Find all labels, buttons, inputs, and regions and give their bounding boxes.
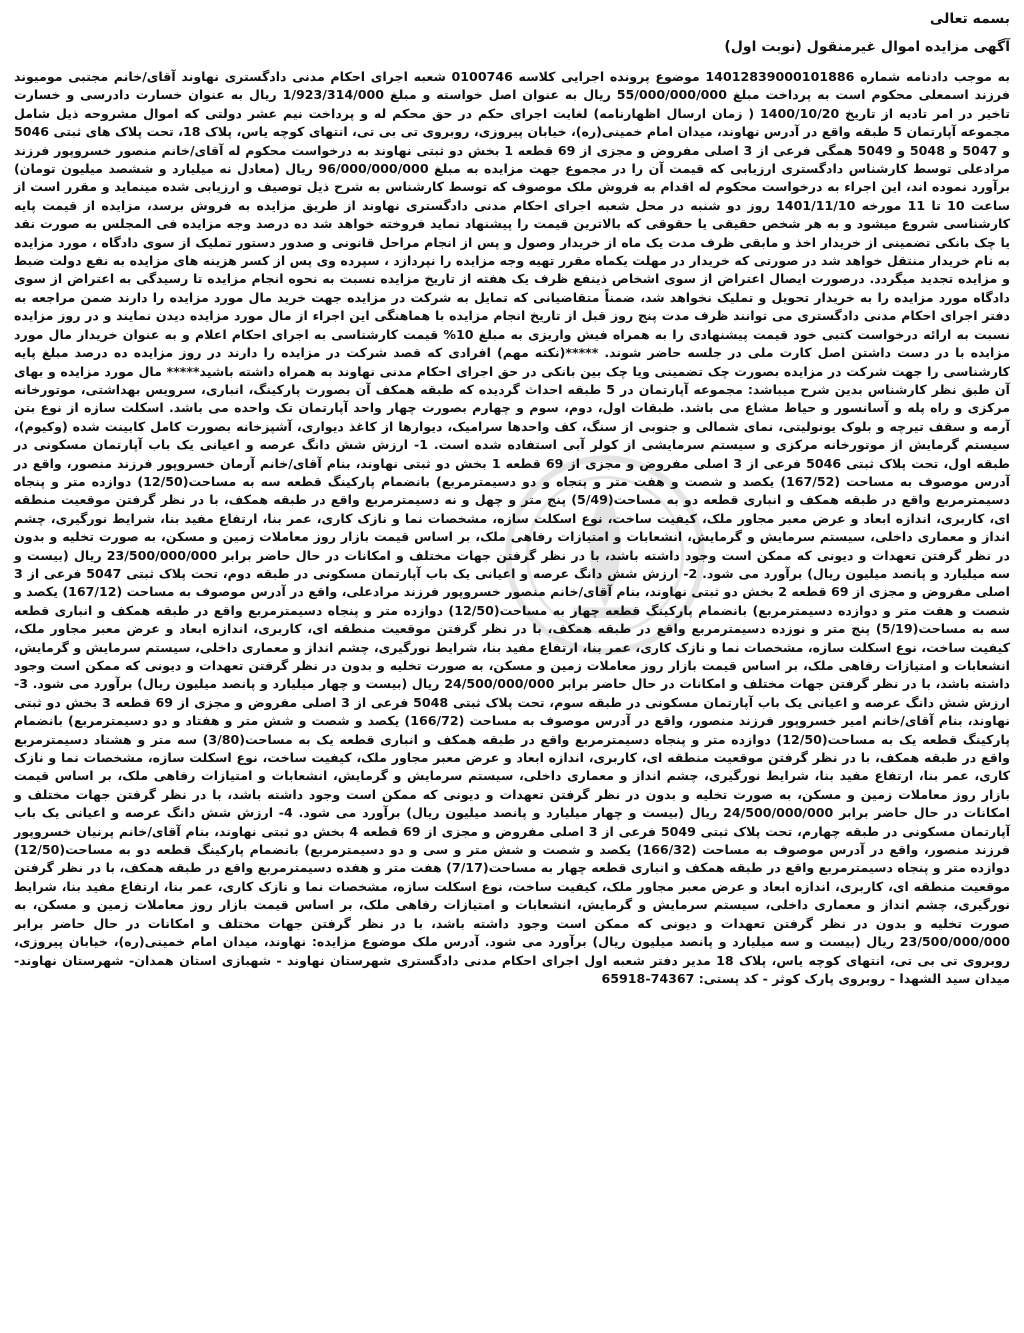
body-intro: به موجب دادنامه شماره 14012839000101886 موضوع پرونده اجرایی کلاسه 0100746 شعبه اجرای احکام مدنی دادگستری نهاوند آقای/خانم مجتبی مومیوند فرزند اسمعلی محکوم است به پرداخت مبلغ 55/000/000/000 ریال به عنوان اصل خواسته و مبلغ 1/923/314/000 ریال به عنوان خسارت دادرسی و خسارت تاخیر در امر تادیه از تاریخ 1400/10/20 ( زمان ارسال اظهارنامه) لغایت اجرای حکم در حق محکم له و پرداخت نیم عشر دولتی که اموال مشروحه ذیل شامل مجموعه آپارتمان 5 طبقه واقع در آدرس نهاوند، میدان امام خمینی(ره)، خیابان پیروزی، روبروی تی بی تی، انتهای کوچه یاس، پلاک 18، تحت پلاک های ثبتی 5046 و 5047 و 5048 و 5049 همگی فرعی از 3 اصلی مفروض و مجزی از 69 قطعه 1 بخش دو ثبتی نهاوند به درخواست محکوم له آقای/خانم منصور خسروپور فرزند مرادعلی توسط کارشناس دادگستری ارزیابی که قیمت آن را در	[14, 69, 1010, 177]
body-bold-word: مجموع	[565, 161, 607, 177]
notice-title: آگهی مزایده اموال غیرمنقول (نوبت اول)	[724, 39, 1010, 55]
body-rest: جهت مزایده به مبلغ 96/000/000/000 ریال (معادل نه میلیارد و ششصد میلیون تومان) برآورد نموده اند، این اجراء به درخواست محکوم له اقدام به فروش ملک موصوف که توسط کارشناس به شرح ذیل توصیف و ارزیابی شده مینماید و مقرر است از ساعت 10 تا 11 مورخه 1401/11/10 روز دو شنبه در محل شعبه اجرای احکام مدنی دادگستری نهاوند از طریق مزایده به فروش برسد، مزایده از قیمت پایه کارشناسی شروع میشود و به هر شخص حقیقی یا حقوقی که بالاترین قیمت را پیشنهاد نماید فروخته خواهد شد ده درصد وجه مزایده فی المجلس به صورت نقد یا چک بانکی تضمینی از خریدار اخذ و مابقی ظرف مدت یک ماه از خریدار وصول و پس از انجام مراحل قانونی و صدور دستور تملیک از سوی دادگاه ، مورد مزایده به نام خریدار منتقل خواهد شد در صورتی که خریدار در مهلت یکماه مقرر تهیه وجه مزایده را نپردازد ، سپرده وی پس از کسر هزینه های مزایده به نفع دولت ضبط و مزایده تجدید میگردد. درصورت ایصال اعتراض از سوی اشخاص ذینفع ظرف یک هفته از تاریخ مزایده نسبت به نحوه انجام مزایده تا رسیدگی به اعتراض از سوی دادگاه مورد مزایده را به خریدار تحویل و تملیک نخواهد شد، ضمناً متقاضیانی که تمایل به شرکت در مزایده جهت خرید مال مورد مزایده را دارند ضمن مراجعه به دفتر اجرای احکام مدنی دادگستری می توانند ظرف مدت پنج روز قبل از تاریخ انجام مزایده با هماهنگی این اجراء از مال مورد مزایده دیدن نمایند و در روز مزایده نسبت به ارائه درخواست کتبی خود قیمت پیشنهادی را به همراه فیش واریزی به مبلغ 10% قیمت کارشناسی به اجرای احکام اعلام و به عنوان خریدار مال مورد مزایده با در دست داشتن اصل کارت ملی در جلسه حاضر شوند. *****(نکته مهم) افرادی که قصد شرکت در مزایده را دارند در روز مزایده ده درصد مبلغ پایه کارشناسی را جهت شرکت در مزایده بصورت چک تضمینی ویا چک بین بانکی در حق اجرای احکام مدنی نهاوند به همراه داشته باشید***** مال مورد مزایده و بهای آن طبق نظر کارشناس بدین شرح میباشد: مجموعه آپارتمان در 5 طبقه احداث گردیده که طبقه همکف آن بصورت پارکینگ، انباری، سرویس بهداشتی، موتورخانه مرکزی و راه پله و آسانسور و حیاط مشاع می باشد. طبقات اول، دوم، سوم و چهارم بصورت چهار واحد آپارتمان تک واحده می باشد. اسکلت سازه از نوع بتن آرمه و سقف تیرچه و بلوک یونولیتی، نمای شمالی و جنوبی از سنگ، کف واحدها سرامیک، دیوارها از کاغذ دیواری، آشپزخانه بصورت کامل کابینت شده (وکیوم)، سیستم گرمایش از موتورخانه مرکزی و سیستم سرمایشی از کولر آبی استفاده شده است. 1- ارزش شش دانگ عرصه و اعیانی یک باب آپارتمان مسکونی در طبقه اول، تحت پلاک ثبتی 5046 فرعی از 3 اصلی مفروض و مجزی از 69 قطعه 1 بخش دو ثبتی نهاوند، بنام آقای/خانم آرمان خسروپور فرزند منصور، واقع در آدرس موصوف به مساحت (167/52) یکصد و شصت و هفت متر و پنجاه و دو دسیمترمربع) بانضمام پارکینگ قطعه سه به مساحت(12/50) دوازده متر و پنجاه دسیمترمربع واقع در طبقه همکف و انباری قطعه دو به مساحت(5/49) پنج متر و چهل و نه دسیمترمربع واقع در طبقه همکف، با در نظر گرفتن موقعیت منطقه ای، کاربری، اندازه ابعاد و عرض معبر مجاور ملک، کیفیت ساخت، نوع اسکلت سازه، مشخصات نما و نازک کاری، عمر بنا، ارتفاع مفید بنا، شرایط نورگیری، چشم انداز و معماری داخلی، سیستم سرمایش و گرمایش، انشعابات و امتیازات رفاهی ملک، بر اساس قیمت بازار روز معاملات زمین و مسکن، به صورت تخلیه و بدون در نظر گرفتن تعهدات و دیونی که ممکن است وجود داشته باشد، با در نظر گرفتن جهات مختلف و امکانات در حال حاضر برابر 23/500/000/000 ریال (بیست و سه میلیارد و پانصد میلیون ریال) برآورد می شود. 2- ارزش شش دانگ عرصه و اعیانی یک باب آپارتمان مسکونی در طبقه دوم، تحت پلاک ثبتی 5047 فرعی از 3 اصلی مفروض و مجزی از 69 قطعه 2 بخش دو ثبتی نهاوند، بنام آقای/خانم منصور خسروپور فرزند مرادعلی، واقع در آدرس موصوف به مساحت (167/12) یکصد و شصت و هفت متر و دوازده دسیمترمربع) بانضمام پارکینگ قطعه چهار به مساحت(12/50) دوازده متر و پنجاه دسیمترمربع واقع در طبقه همکف و انباری قطعه سه به مساحت(5/19) پنج متر و نوزده دسیمترمربع واقع در طبقه همکف، با در نظر گرفتن موقعیت منطقه ای، کاربری، اندازه ابعاد و عرض معبر مجاور ملک، کیفیت ساخت، نوع اسکلت سازه، مشخصات نما و نازک کاری، عمر بنا، ارتفاع مفید بنا، شرایط نورگیری، چشم انداز و معماری داخلی، سیستم سرمایش و گرمایش، انشعابات و امتیازات رفاهی ملک، بر اساس قیمت بازار روز معاملات زمین و مسکن، به صورت تخلیه و بدون در نظر گرفتن تعهدات و دیونی که ممکن است وجود داشته باشد، با در نظر گرفتن جهات مختلف و امکانات در حال حاضر برابر 24/500/000/000 ریال (بیست و چهار میلیارد و پانصد میلیون ریال) برآورد می شود. 3- ارزش شش دانگ عرصه و اعیانی یک باب آپارتمان مسکونی در طبقه سوم، تحت پلاک ثبتی 5048 فرعی از 3 اصلی مفروض و مجزی از 69 قطعه 3 بخش دو ثبتی نهاوند، بنام آقای/خانم امیر خسروپور فرزند منصور، واقع در آدرس موصوف به مساحت (166/72) یکصد و شصت و شش متر و هفتاد و دو دسیمترمربع) بانضمام پارکینگ قطعه یک به مساحت(12/50) دوازده متر و پنجاه دسیمترمربع واقع در طبقه همکف و انباری قطعه یک به مساحت(3/80) سه متر و هشتاد دسیمترمربع واقع در طبقه همکف، با در نظر گرفتن موقعیت منطقه ای، کاربری، اندازه ابعاد و عرض معبر مجاور ملک، کیفیت ساخت، نوع اسکلت سازه، مشخصات نما و نازک کاری، عمر بنا، ارتفاع مفید بنا، شرایط نورگیری، چشم انداز و معماری داخلی، سیستم سرمایش و گرمایش، انشعابات و امتیازات رفاهی ملک، بر اساس قیمت بازار روز معاملات زمین و مسکن، به صورت تخلیه و بدون در نظر گرفتن تعهدات و دیونی که ممکن است وجود داشته باشد، با در نظر گرفتن جهات مختلف و امکانات در حال حاضر برابر 24/500/000/000 ریال (بیست و چهار میلیارد و پانصد میلیون ریال) برآورد می شود. 4- ارزش شش دانگ عرصه و اعیانی یک باب آپارتمان مسکونی در طبقه چهارم، تحت پلاک ثبتی 5049 فرعی از 3 اصلی مفروض و مجزی از 69 قطعه 4 بخش دو ثبتی نهاوند، بنام آقای/خانم پرنیان خسروپور فرزند منصور، واقع در آدرس موصوف به مساحت (166/32) یکصد و شصت و شش متر و سی و دو دسیمترمربع) بانضمام پارکینگ قطعه دو به مساحت(12/50) دوازده متر و پنجاه دسیمترمربع واقع در طبقه همکف و انباری قطعه چهار به مساحت(7/17) هفت متر و هفده دسیمترمربع واقع در طبقه همکف، با در نظر گرفتن موقعیت منطقه ای، کاربری، اندازه ابعاد و عرض معبر مجاور ملک، کیفیت ساخت، نوع اسکلت سازه، مشخصات نما و نازک کاری، عمر بنا، ارتفاع مفید بنا، شرایط نورگیری، چشم انداز و معماری داخلی، سیستم سرمایش و گرمایش، انشعابات و امتیازات رفاهی ملک، بر اساس قیمت بازار روز معاملات زمین و مسکن، به صورت تخلیه و بدون در نظر گرفتن تعهدات و دیونی که ممکن است وجود داشته باشد، با در نظر گرفتن جهات مختلف و امکانات در حال حاضر برابر 23/500/000/000 ریال (بیست و سه میلیارد و پانصد میلیون ریال) برآورد می شود. آدرس ملک موضوع مزایده: نهاوند، میدان امام خمینی(ره)، خیابان پیروزی، روبروی تی بی تی، انتهای کوچه یاس، پلاک 18 مدیر دفتر شعبه اول اجرای احکام مدنی دادگستری شهرستان نهاوند - شهبازی استان همدان- شهرستان نهاوند- میدان سید الشهدا - روبروی پارک کوثر - کد پستی: 74367-65918	[14, 161, 1011, 986]
invocation-heading: بسمه تعالی	[929, 11, 1010, 27]
notice-body	[14, 68, 1010, 988]
